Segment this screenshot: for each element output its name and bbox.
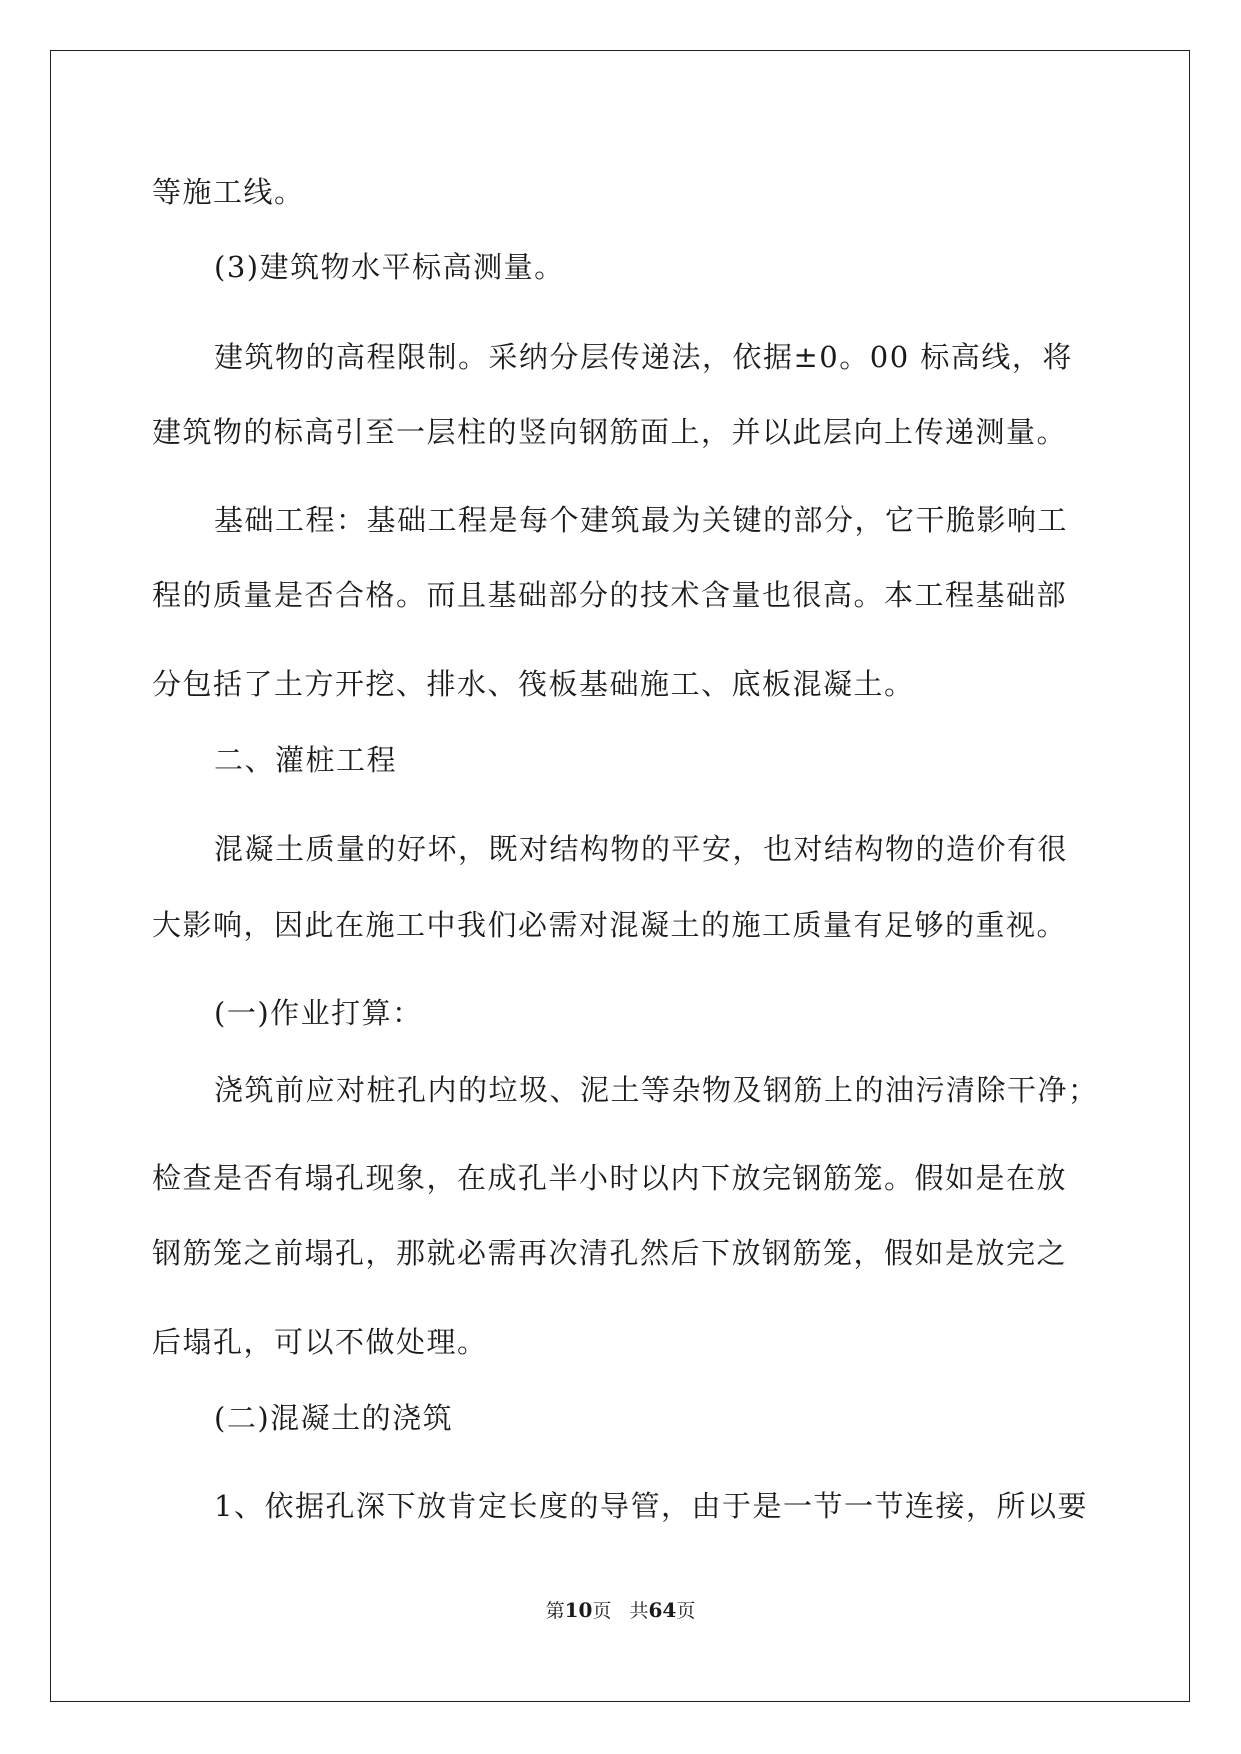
- body-line-7: 分包括了土方开挖、排水、筏板基础施工、底板混凝土。: [152, 667, 915, 701]
- body-line-15: 后塌孔，可以不做处理。: [152, 1325, 488, 1359]
- total-pages-number: 64: [648, 1598, 677, 1622]
- body-line-8: 二、灌桩工程: [214, 743, 398, 777]
- body-line-9: 混凝土质量的好坏，既对结构物的平安，也对结构物的造价有很: [214, 832, 1069, 866]
- footer-total-suffix: 页: [676, 1600, 696, 1622]
- body-line-10: 大影响，因此在施工中我们必需对混凝土的施工质量有足够的重视。: [152, 908, 1068, 942]
- body-line-17: 1、依据孔深下放肯定长度的导管，由于是一节一节连接，所以要: [214, 1489, 1088, 1523]
- body-line-2: (3)建筑物水平标高测量。: [214, 250, 565, 284]
- body-line-4: 建筑物的标高引至一层柱的竖向钢筋面上，并以此层向上传递测量。: [152, 415, 1068, 449]
- body-line-3: 建筑物的高程限制。采纳分层传递法，依据±0。00 标高线，将: [214, 340, 1073, 374]
- body-line-12: 浇筑前应对桩孔内的垃圾、泥土等杂物及钢筋上的油污清除干净；: [214, 1073, 1099, 1107]
- body-line-11: (一)作业打算：: [214, 996, 423, 1030]
- body-line-5: 基础工程：基础工程是每个建筑最为关键的部分，它干脆影响工: [214, 503, 1069, 537]
- body-line-6: 程的质量是否合格。而且基础部分的技术含量也很高。本工程基础部: [152, 578, 1068, 612]
- body-line-1: 等施工线。: [152, 175, 305, 209]
- page-border: [50, 50, 1190, 1702]
- footer-prefix: 第: [545, 1600, 565, 1622]
- page-footer: [0, 1598, 1241, 1623]
- body-line-13: 检查是否有塌孔现象，在成孔半小时以内下放完钢筋笼。假如是在放: [152, 1161, 1068, 1195]
- footer-total-prefix: 共: [629, 1600, 649, 1622]
- current-page-number: 10: [564, 1598, 593, 1622]
- body-line-14: 钢筋笼之前塌孔，那就必需再次清孔然后下放钢筋笼，假如是放完之: [152, 1236, 1068, 1270]
- footer-page-suffix: 页: [592, 1600, 612, 1622]
- body-line-16: (二)混凝土的浇筑: [214, 1401, 454, 1435]
